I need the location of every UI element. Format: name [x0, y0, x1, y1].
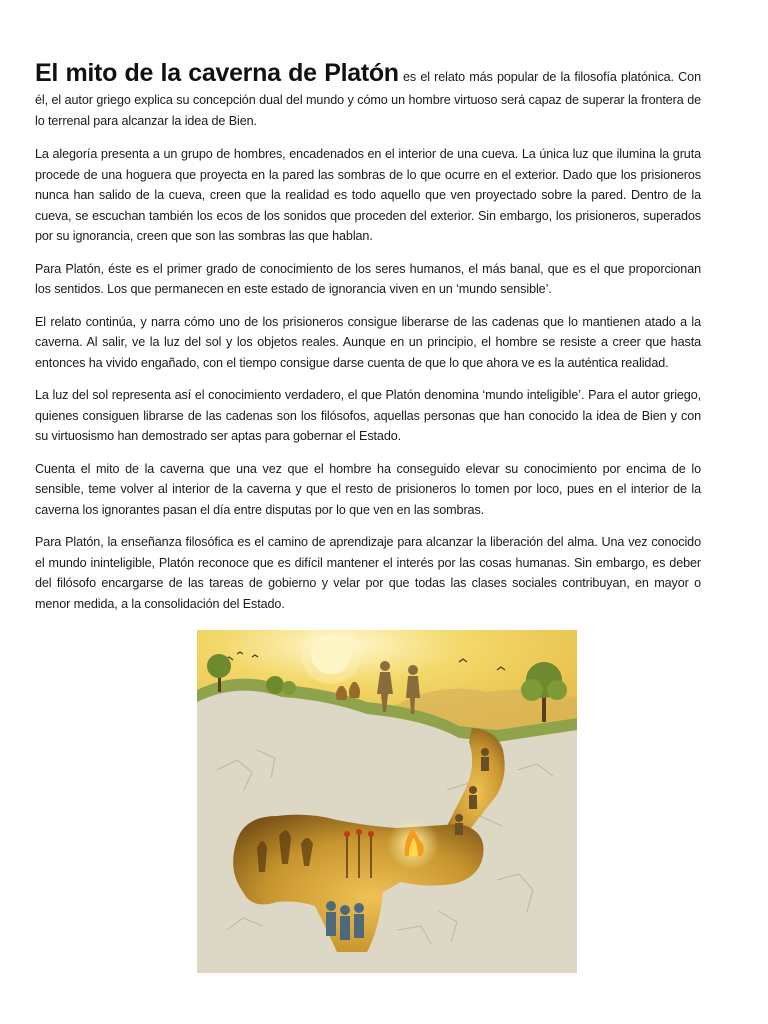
- paragraph-2: Para Platón, éste es el primer grado de conocimiento de los seres humanos, el más banal, que es el que proporcionan los sentidos. Los que permanecen en este estado de ignorancia viven en un ‘mundo sensible’.: [35, 261, 701, 296]
- paragraph-6: Para Platón, la enseñanza filosófica es el camino de aprendizaje para alcanzar la liberación del alma. Una vez conocido el mundo ininteligible, Platón reconoce que es difícil mantener el interés por las cosas humanas. Sin embargo, es deber del filósofo encargarse de las tareas de gobierno y velar por que todas las clases sociales contribuyan, en mayor o menor medida, a la consolidación del Estado.: [35, 535, 701, 611]
- cave-illustration: [197, 630, 577, 973]
- document-title: El mito de la caverna de Platón: [35, 59, 399, 87]
- paragraph-4: La luz del sol representa así el conocimiento verdadero, el que Platón denomina ‘mundo inteligible’. Para el autor griego, quienes consiguen librarse de las cadenas son los filósofos, aquellas personas que han conocido la idea de Bien y con su virtuosismo han demostrado ser aptas para gobernar el Estado.: [35, 388, 701, 443]
- intro-paragraph: [35, 56, 701, 132]
- paragraph-1: La alegoría presenta a un grupo de hombres, encadenados en el interior de una cueva. La única luz que ilumina la gruta procede de una hoguera que proyecta en la pared las sombras de lo que ocurre en el exterior. Dado que los prisioneros nunca han salido de la cueva, creen que la realidad es todo aquello que ven proyectado sobre la pared. Dentro de la cueva, se escuchan también los ecos de los sonidos que proceden del exterior. Sin embargo, los prisioneros, superados por su ignorancia, creen que son las sombras las que hablan.: [35, 147, 701, 243]
- document-body: [35, 56, 701, 626]
- paragraph-5: Cuenta el mito de la caverna que una vez que el hombre ha conseguido elevar su conocimiento por encima de lo sensible, teme volver al interior de la caverna y que el resto de prisioneros lo tomen por loco, pues en el interior de la caverna los ignorantes pasan el día entre disputas por lo que ven en las sombras.: [35, 461, 701, 517]
- chained-prisoners: [326, 901, 364, 940]
- intro-text: es el relato más popular de la filosofía platónica. Con él, el autor griego explica su concepción dual del mundo y cómo un hombre virtuoso será capaz de superar la frontera de lo terrenal para alcanzar la idea de Bien.: [35, 70, 701, 128]
- paragraph-3: El relato continúa, y narra cómo uno de los prisioneros consigue liberarse de las cadenas que lo mantienen atado a la caverna. Al salir, ve la luz del sol y los objetos reales. Aunque en un principio, el hombre se resiste a creer que hasta entonces ha vivido engañado, con el tiempo consigue darse cuenta de que lo que ahora ve es la auténtica realidad.: [35, 314, 701, 370]
- cave-illustration-svg: [197, 630, 577, 973]
